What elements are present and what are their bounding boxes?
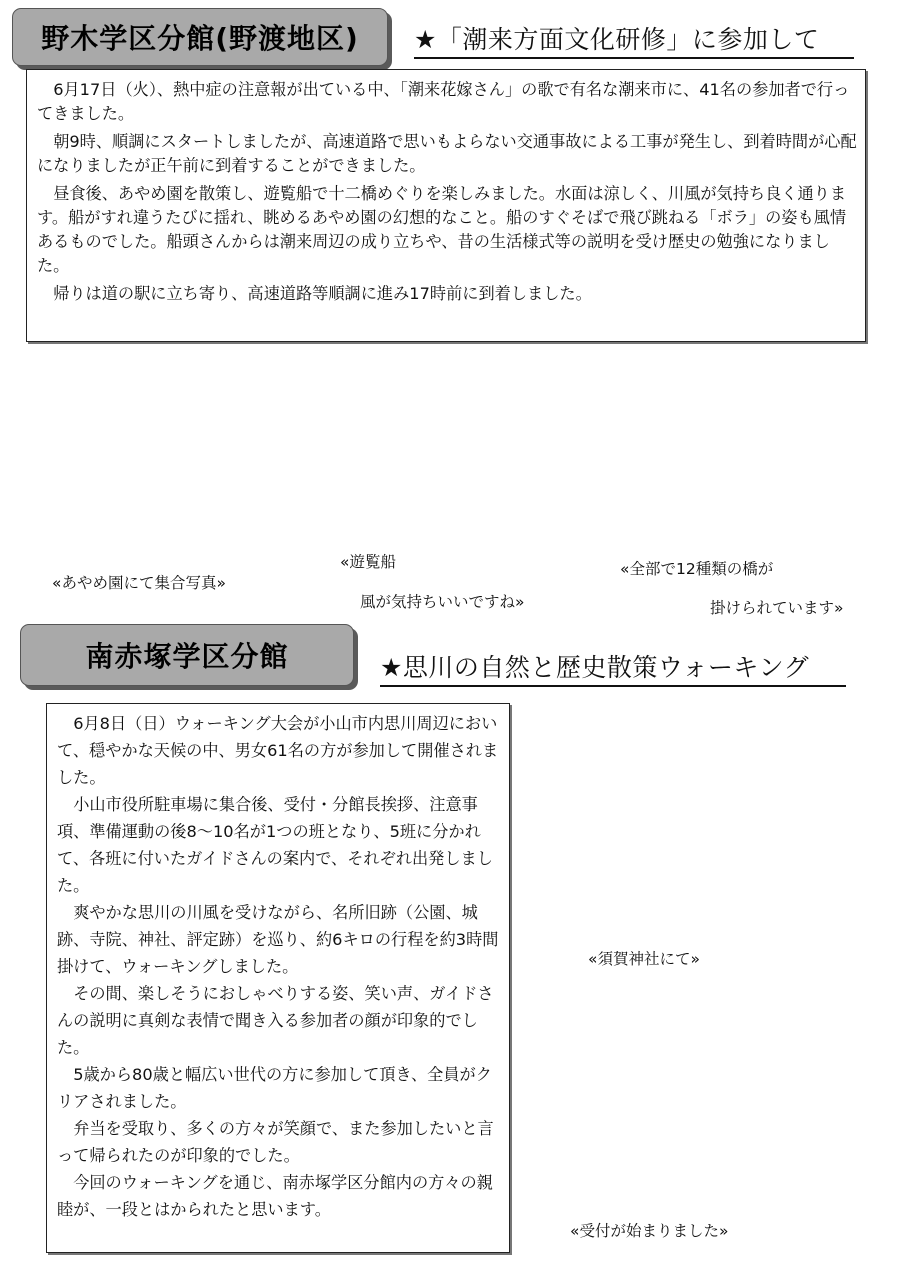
photo-caption-bridge-line1: «全部で12種類の橋が — [620, 560, 774, 578]
article-headline-walking: ★思川の自然と歴史散策ウォーキング — [380, 653, 810, 682]
photo-caption-boat-line1: «遊覧船 — [340, 553, 396, 571]
article-paragraph: 帰りは道の駅に立ち寄り、高速道路等順調に進み17時前に到着しました。 — [53, 284, 592, 303]
article-box-itako — [26, 69, 866, 342]
article-paragraph: 小山市役所駐車場に集合後、受付・分館長挨拶、注意事項、準備運動の後8〜10名が1つの班となり、5班に分かれて、各班に付いたガイドさんの案内で、それぞれ出発しました。 — [57, 795, 493, 895]
article-paragraph: 昼食後、あやめ園を散策し、遊覧船で十二橋めぐりを楽しみました。水面は涼しく、川風が気持ち良く通ります。船がすれ違うたびに揺れ、眺めるあやめ園の幻想的なこと。船のすぐそばで飛び跳ねる「ボラ」の姿も風情あるものでした。船頭さんからは潮来周辺の成り立ちや、昔の生活様式等の説明を受け歴史の勉強になりました。 — [37, 184, 847, 275]
article-paragraph: 6月17日（火）、熱中症の注意報が出ている中、「潮来花嫁さん」の歌で有名な潮来市に、41名の参加者で行ってきました。 — [37, 80, 850, 123]
article-paragraph: 朝9時、順調にスタートしましたが、高速道路で思いもよらない交通事故による工事が発生し、到着時間が心配になりましたが正午前に到着することができました。 — [37, 132, 857, 175]
photo-caption-bridge-line2: 掛けられています» — [710, 599, 844, 617]
article-box-walking — [46, 703, 510, 1253]
section-heading-minami-akatsuka — [20, 624, 354, 686]
photo-caption-reception: «受付が始まりました» — [570, 1222, 729, 1240]
section-heading-label: 南赤塚学区分館 — [85, 640, 289, 673]
headline-underline — [380, 685, 846, 687]
article-paragraph: 6月8日（日）ウォーキング大会が小山市内思川周辺において、穏やかな天候の中、男女61名の方が参加して開催されました。 — [57, 714, 499, 787]
article-body — [37, 78, 861, 310]
photo-caption-ayame: «あやめ園にて集合写真» — [52, 574, 226, 592]
article-paragraph: 今回のウォーキングを通じ、南赤塚学区分館内の方々の親睦が、一段とはかられたと思います。 — [57, 1173, 493, 1219]
photo-caption-boat-line2: 風が気持ちいいですね» — [360, 593, 525, 611]
headline-underline — [414, 57, 854, 59]
article-paragraph: その間、楽しそうにおしゃべりする姿、笑い声、ガイドさんの説明に真剣な表情で聞き入る参加者の顔が印象的でした。 — [57, 984, 494, 1057]
section-heading-nogi — [12, 8, 388, 66]
section-heading-label: 野木学区分館(野渡地区) — [41, 22, 359, 55]
article-paragraph: 弁当を受取り、多くの方々が笑顔で、また参加したいと言って帰られたのが印象的でした。 — [57, 1119, 494, 1165]
article-headline-itako: ★「潮来方面文化研修」に参加して — [414, 25, 820, 54]
article-paragraph: 爽やかな思川の川風を受けながら、名所旧跡（公園、城跡、寺院、神社、評定跡）を巡り、約6キロの行程を約3時間掛けて、ウォーキングしました。 — [57, 903, 499, 976]
photo-caption-suga-shrine: «須賀神社にて» — [588, 950, 700, 968]
article-paragraph: 5歳から80歳と幅広い世代の方に参加して頂き、全員がクリアされました。 — [57, 1065, 492, 1111]
article-body — [57, 710, 505, 1223]
